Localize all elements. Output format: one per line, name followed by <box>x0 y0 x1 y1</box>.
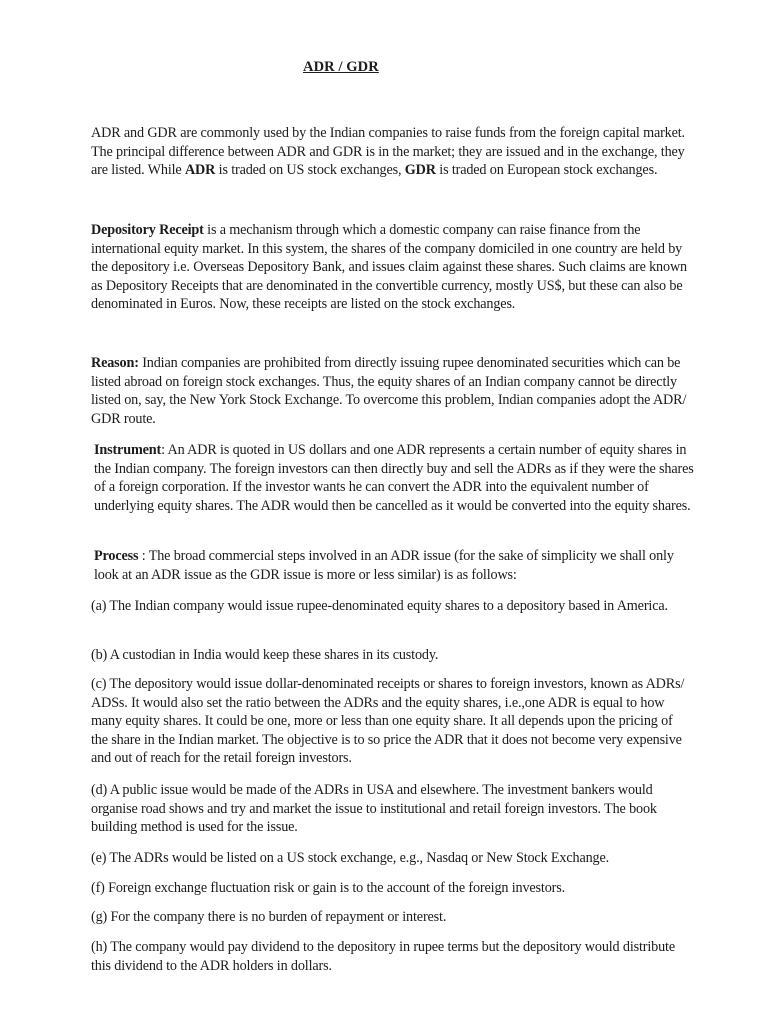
step-a: (a) The Indian company would issue rupee-denominated equity shares to a depository based in America. <box>91 598 668 614</box>
step-b: (b) A custodian in India would keep these shares in its custody. <box>91 647 439 663</box>
instrument-term: Instrument <box>94 442 162 458</box>
intro-paragraph <box>91 124 691 180</box>
intro-adr-term: ADR <box>184 162 216 179</box>
process-term: Process <box>94 548 139 564</box>
step-f: (f) Foreign exchange fluctuation risk or gain is to the account of the foreign investors. <box>91 880 566 896</box>
process-paragraph <box>91 547 694 584</box>
instrument-text: : An ADR is quoted in US dollars and one ADR represents a certain number of equity shares in the Indian company. The foreign investors can then directly buy and sell the ADRs as if they were the shares of a foreign corporation. If the investor wants he can convert the ADR into the equivalent number of underlying equity shares. The ADR would then be cancelled as it would be converted into the equity shares. <box>94 442 694 514</box>
page-title: ADR / GDR <box>303 59 379 75</box>
depository-term: Depository Receipt <box>91 222 204 238</box>
intro-text-2: is traded on US stock exchanges, <box>215 162 405 179</box>
step-e: (e) The ADRs would be listed on a US stock exchange, e.g., Nasdaq or New Stock Exchange. <box>91 850 610 866</box>
depository-text: is a mechanism through which a domestic company can raise finance from the international equity market. In this system, the shares of the company domiciled in one country are held by the depository i.e. Overseas Depository Bank, and issues claim against these shares. Such claims are known as Depository Receipts that are denominated in the convertible currency, mostly US$, but these can also be denominated in Euros. Now, these receipts are listed on the stock exchanges. <box>91 222 687 313</box>
intro-text-1: ADR and GDR are commonly used by the Indian companies to raise funds from the foreign capital market. The principal difference between ADR and GDR is in the market; they are issued and in the exchange, they are listed. While <box>91 125 685 179</box>
reason-term: Reason: <box>91 355 139 371</box>
step-g: (g) For the company there is no burden of repayment or interest. <box>91 909 447 925</box>
process-text: : The broad commercial steps involved in an ADR issue (for the sake of simplicity we shall only look at an ADR issue as the GDR issue is more or less similar) is as follows: <box>94 548 674 583</box>
intro-text-3: is traded on European stock exchanges. <box>435 162 658 179</box>
step-h: (h) The company would pay dividend to the depository in rupee terms but the depository would distribute this dividend to the ADR holders in dollars. <box>91 939 675 974</box>
step-c: (c) The depository would issue dollar-denominated receipts or shares to foreign investors, known as ADRs/ ADSs. It would also set the ratio between the ADRs and the equity shares, i.e.,one ADR is equal to how many equity shares. It could be one, more or less than one equity share. It all depends upon the pricing of the share in the Indian market. The objective is to so price the ADR that it does not become very expensive and out of reach for the retail foreign investors. <box>91 676 685 767</box>
instrument-paragraph <box>91 441 694 515</box>
reason-text: Indian companies are prohibited from directly issuing rupee denominated securities which can be listed abroad on foreign stock exchanges. Thus, the equity shares of an Indian company cannot be directly listed on, say, the New York Stock Exchange. To overcome this problem, Indian companies adopt the ADR/ GDR route. <box>91 355 687 427</box>
intro-gdr-term: GDR <box>404 162 436 179</box>
reason-paragraph <box>91 354 691 428</box>
step-d: (d) A public issue would be made of the ADRs in USA and elsewhere. The investment bankers would organise road shows and try and market the issue to institutional and retail foreign investors. The book building method is used for the issue. <box>91 782 657 836</box>
depository-paragraph <box>91 221 691 314</box>
